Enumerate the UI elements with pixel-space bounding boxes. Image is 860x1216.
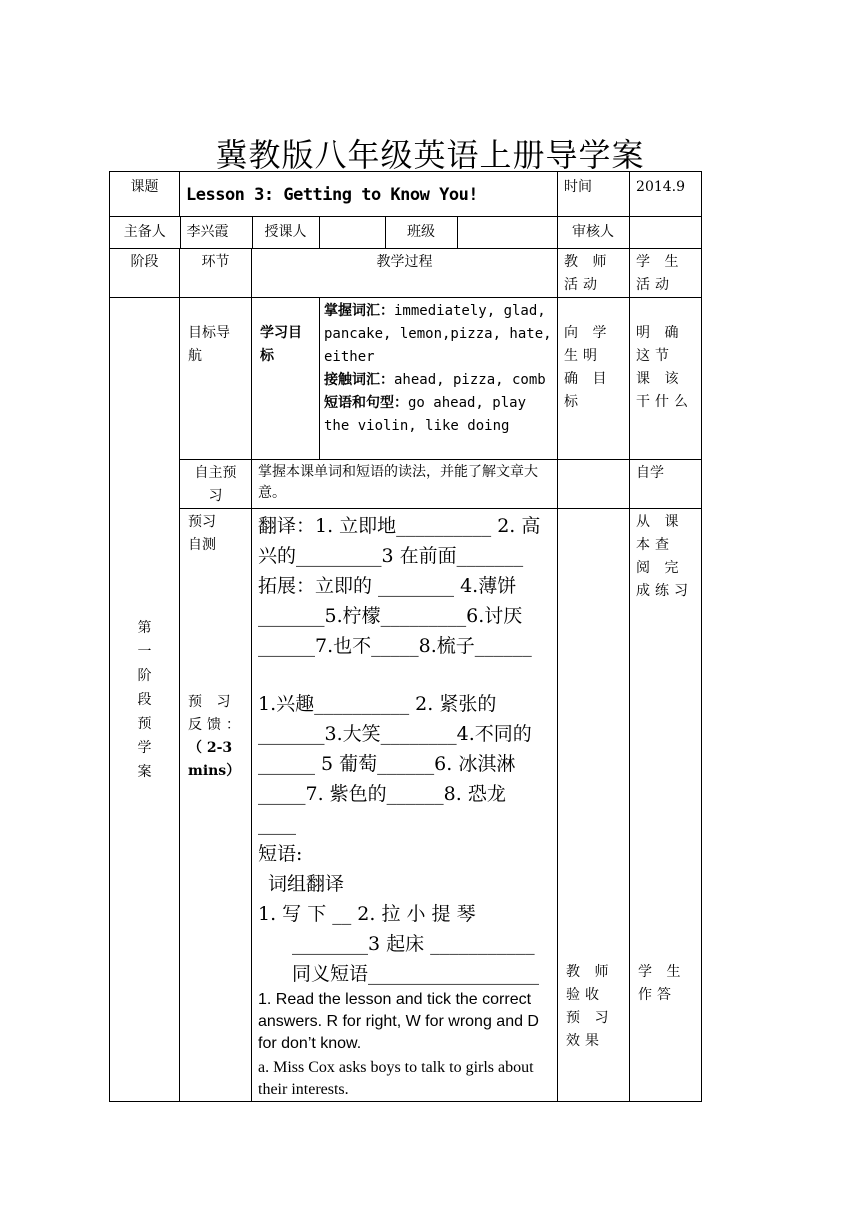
time-value: 2014.9 [630, 172, 702, 217]
teacher-name [319, 217, 385, 248]
preview-row [110, 460, 702, 509]
col-process: 教学过程 [252, 249, 558, 298]
preview-teacher [558, 460, 630, 509]
group-heading: 词组翻译 [268, 873, 345, 895]
student-answer: 学 生 作答 [638, 964, 686, 1003]
topic-label: 课题 [110, 172, 180, 217]
words-block [258, 689, 551, 989]
phrase-list: go ahead, play the violin, like doing [324, 395, 527, 434]
reviewer-label: 审核人 [557, 217, 629, 248]
reviewer-name [629, 217, 701, 248]
stage-char: 第 [137, 619, 152, 636]
goal-student: 明 确 这节 课 该干什么 [630, 298, 702, 460]
col-stage: 阶段 [110, 249, 180, 298]
lesson-plan-table [109, 171, 702, 1102]
preview-student: 自学 [630, 460, 702, 509]
goal-sub: 学习目标 [252, 298, 320, 460]
stage-char: 阶 [137, 667, 152, 684]
reading-task: 1. Read the lesson and tick the correct answers. R for right, W for wrong and D for don’t know. [258, 991, 539, 1052]
column-header-row [110, 249, 702, 298]
phrase-label: 短语和句型： [324, 395, 408, 411]
class-value [457, 217, 557, 248]
stage-char: 一 [137, 643, 152, 660]
preview-step: 自主预习 [180, 460, 252, 509]
translate-line: 翻译：1. 立即地__________ 2. 高 [258, 515, 541, 537]
stage-char: 案 [137, 763, 152, 780]
translate-line: ______7.也不_____8.梳子______ [258, 635, 532, 657]
translate-line: 兴的_________3 在前面_______ [258, 545, 524, 567]
col-step: 环节 [180, 249, 252, 298]
staff-row [110, 217, 702, 249]
reading-item-a: a. Miss Cox asks boys to talk to girls about their interests. [258, 1059, 534, 1098]
goal-row [110, 298, 702, 460]
stage-char: 学 [137, 739, 152, 756]
group-line: ________3 起床 ___________ [292, 933, 535, 955]
feedback-time: （ 2-3mins） [188, 740, 241, 779]
time-label: 时间 [558, 172, 630, 217]
stage-char: 预 [137, 715, 152, 732]
self-test-row [110, 509, 702, 1102]
words-line: ______ 5 葡萄______6. 冰淇淋 [258, 753, 516, 775]
translate-block [258, 511, 551, 661]
contact-list: ahead, pizza, comb [394, 372, 546, 388]
goal-step: 目标导航 [180, 298, 252, 460]
vocab-label: 掌握词汇： [324, 303, 394, 319]
page-title: 冀教版八年级英语上册导学案 [215, 136, 645, 174]
contact-label: 接触词汇： [324, 372, 394, 388]
synonym-line: 同义短语__________________ [292, 963, 540, 985]
words-line: _____7. 紫色的______8. 恐龙 [258, 783, 506, 805]
phrase-heading: 短语: [258, 843, 303, 865]
translate-line: _______5.柠檬_________6.讨厌 [258, 605, 523, 627]
vocab-list: immediately, glad, pancake, lemon,pizza, hate, either [324, 303, 552, 365]
col-teacher-activity: 教 师 活动 [558, 249, 630, 298]
col-student-activity: 学 生 活动 [630, 249, 702, 298]
class-label: 班级 [385, 217, 457, 248]
preparer-label: 主备人 [110, 217, 180, 248]
lesson-title: Lesson 3: Getting to Know You! [186, 185, 479, 205]
stage-char: 段 [137, 691, 152, 708]
student-top: 从 课 本查 阅 完成练习 [636, 514, 694, 599]
teacher-check: 教 师 验收 预 习效果 [566, 964, 614, 1049]
goal-teacher: 向 学 生明 确 目标 [558, 298, 630, 460]
feedback-step: 预 习 反馈： [188, 694, 245, 733]
self-test-step: 预习自测 [188, 514, 216, 553]
translate-line: 拓展：立即的 ________ 4.薄饼 [258, 575, 517, 597]
stage-name [110, 616, 179, 784]
topic-row [110, 172, 702, 217]
preparer-name: 李兴霞 [180, 217, 252, 248]
words-line: ____ [258, 813, 296, 835]
preview-text: 掌握本课单词和短语的读法，并能了解文章大意。 [252, 460, 558, 509]
words-line: 1.兴趣__________ 2. 紧张的 [258, 693, 497, 715]
teacher-label: 授课人 [252, 217, 319, 248]
group-line: 1. 写 下 __ 2. 拉 小 提 琴 [258, 903, 476, 925]
words-line: _______3.大笑________4.不同的 [258, 723, 532, 745]
